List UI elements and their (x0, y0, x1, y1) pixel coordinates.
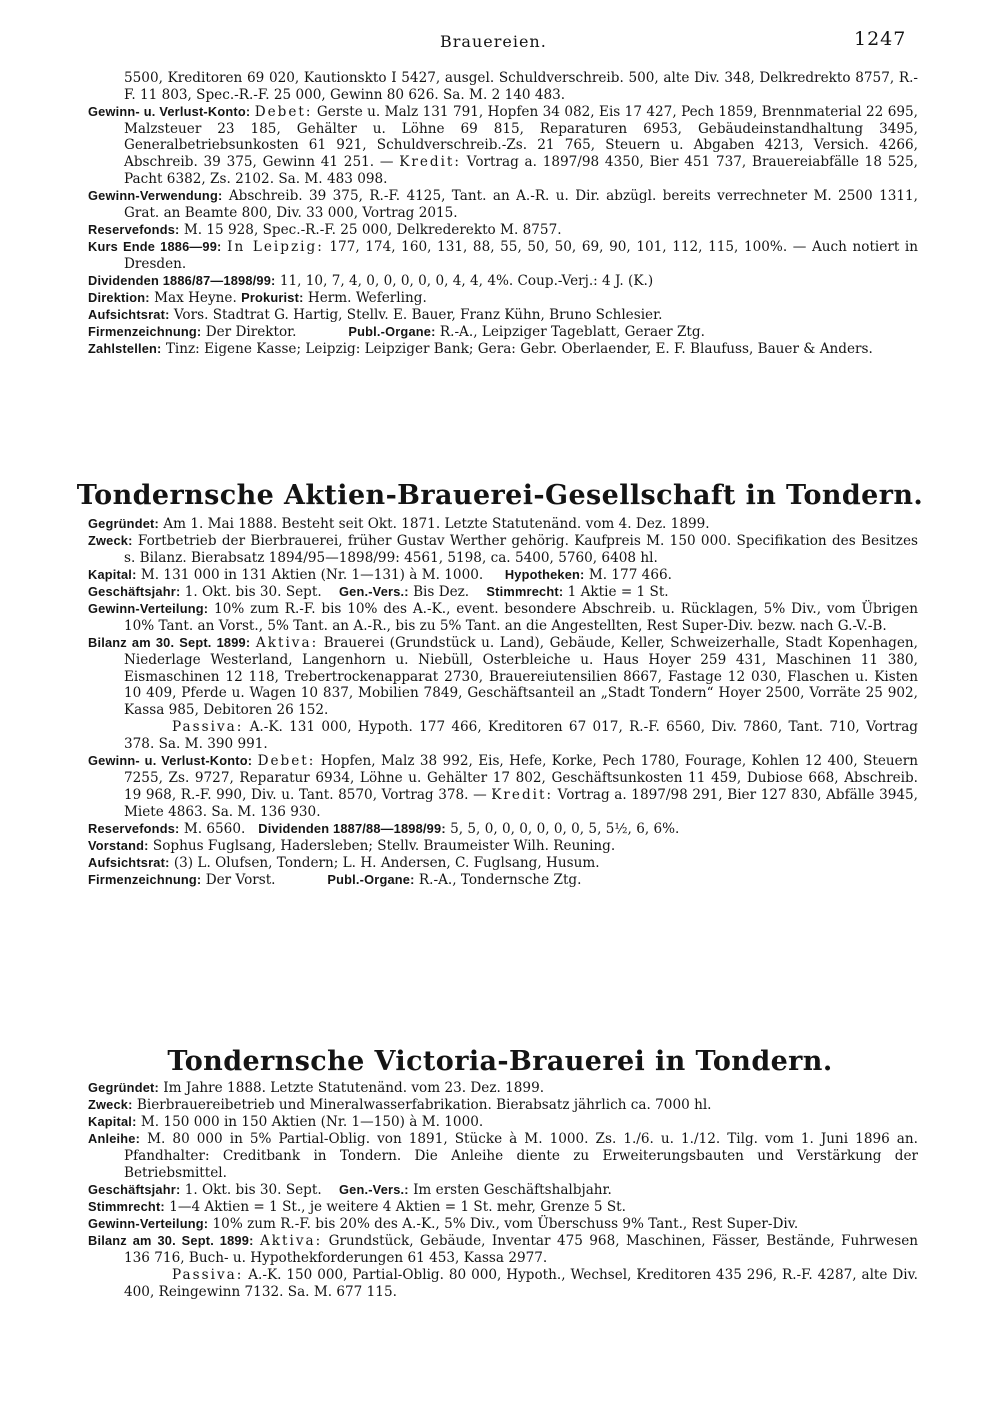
supervisory-board-label: Aufsichtsrat: (88, 854, 170, 870)
reserve-funds-text: M. 6560. (183, 820, 246, 837)
executive-board (88, 838, 918, 855)
capital-text: M. 150 000 in 150 Aktien (Nr. 1—150) à M. 1000. (140, 1114, 484, 1131)
price-history-place: In Leipzig: (227, 239, 324, 256)
capital-text: M. 131 000 in 131 Aktien (Nr. 1—131) à M. 1000. (140, 566, 484, 583)
capital-label: Kapital: (88, 566, 137, 582)
fiscal-year-text: 1. Okt. bis 30. Sept. (184, 1181, 322, 1198)
debet-label: Debet: (257, 753, 316, 770)
mortgages-text: M. 177 466. (588, 566, 672, 583)
signature-and-publications (88, 324, 918, 341)
dividends (88, 273, 918, 290)
management-label: Direktion: (88, 290, 150, 306)
dividends-text: 11, 10, 7, 4, 0, 0, 0, 0, 0, 4, 4, 4%. Coup.-Verj.: 4 J. (K.) (279, 273, 654, 290)
founded-label: Gegründet: (88, 516, 159, 531)
procurator-label: Prokurist: (241, 290, 304, 306)
reserve-funds-label: Reservefonds: (88, 820, 180, 836)
price-history (88, 239, 918, 273)
liabilities-label: Passiva: (172, 719, 244, 736)
supervisory-board-text: (3) L. Olufsen, Tondern; L. H. Andersen, C. Fuglsang, Husum. (173, 854, 600, 871)
price-history-label: Kurs Ende 1886—99: (88, 239, 222, 255)
liabilities-label: Passiva: (172, 1267, 244, 1284)
balance-continuation-text: 5500, Kreditoren 69 020, Kautionskto I 5427, ausgel. Schuldverschreib. 500, alte Div. 348, Delkredrekto 8757, R.-F. 11 803, Spec.-R.-F. 25 000, Gewinn 80 626. Sa. M. 2 140 483. (124, 70, 918, 103)
kredit-text: Vortrag a. 1897/98 4350, Bier 451 737, Brauereiabfälle 18 525, Pacht 6382, Zs. 2102. Sa. M. 483 098. (124, 154, 918, 188)
paying-agents (88, 341, 918, 358)
kredit-text: Vortrag a. 1897/98 291, Bier 127 830, Abfälle 3945, Miete 4863. Sa. M. 136 930. (124, 786, 918, 820)
balance-sheet-label: Bilanz am 30. Sept. 1899: (88, 1233, 254, 1249)
profit-use-text: Abschreib. 39 375, R.-F. 4125, Tant. an A.-R. u. Dir. abzügl. bereits verrechneter M. 2500 1311, Grat. an Beamte 800, Div. 33 000, Vortrag 2015. (124, 188, 918, 221)
dividends-label: Dividenden 1886/87—1898/99: (88, 273, 276, 289)
purpose-text: Bierbrauereibetrieb und Mineralwasserfabrikation. Bierabsatz jährlich ca. 7000 hl. (136, 1097, 712, 1114)
assets-label: Aktiva: (259, 1233, 323, 1250)
fiscal-year (88, 584, 918, 601)
dividends-text: 5, 5, 0, 0, 0, 0, 0, 0, 5, 5½, 6, 6%. (450, 820, 680, 837)
profit-loss-account (88, 104, 918, 188)
reserve-funds-text: M. 15 928, Spec.-R.-F. 25 000, Delkrederekto M. 8757. (183, 222, 562, 239)
balance-sheet-label: Bilanz am 30. Sept. 1899: (88, 635, 251, 651)
publications-text: R.-A., Tondernsche Ztg. (418, 872, 582, 888)
fiscal-year-label: Geschäftsjahr: (88, 584, 181, 600)
procurator-text: Herm. Weferling. (307, 290, 427, 307)
profit-loss-account (88, 753, 918, 820)
purpose (88, 1097, 918, 1114)
founded (88, 1080, 918, 1097)
purpose (88, 533, 918, 567)
voting-rights-label: Stimmrecht: (88, 1199, 165, 1215)
management (88, 290, 918, 307)
section-heading-victoria-brauerei: Tondernsche Victoria-Brauerei in Tondern. (167, 1046, 833, 1077)
running-header (0, 26, 1000, 56)
supervisory-board-label: Aufsichtsrat: (88, 307, 170, 323)
debet-text: Hopfen, Malz 38 992, Eis, Hefe, Korke, Pech 1780, Fourage, Kohlen 12 400, Steuern 7255, Zs. 9727, Reparatur 6934, Löhne u. Gehälter 17 802, Geschäftsunkosten 11 459, Dubiose 668, Abschreib. 19 968, R.-F. 990, Div. u. Tant. 8570, Vortrag 378. — (124, 753, 918, 803)
liabilities-text: A.-K. 131 000, Hypoth. 177 466, Kreditoren 67 017, R.-F. 6560, Div. 7860, Tant. 710, Vortrag 378. Sa. M. 390 991. (124, 719, 918, 753)
profit-distribution-label: Gewinn-Verteilung: (88, 1216, 209, 1232)
liabilities (88, 719, 918, 753)
purpose-text: Fortbetrieb der Bierbrauerei, früher Gustav Werther gehörig. Kaufpreis M. 150 000. Specifikation des Besitzes s. Bilanz. Bierabsatz 1894/95—1898/99: 4561, 5198, ca. 5400, 5760, 6408 hl. (124, 533, 918, 566)
publications-label: Publ.-Organe: (327, 872, 415, 887)
capital (88, 567, 918, 584)
general-meeting-text: Bis Dez. (413, 584, 470, 601)
profit-distribution-text: 10% zum R.-F. bis 10% des A.-K., event. besondere Abschreib. u. Rücklagen, 5% Div., vom Übrigen 10% Tant. an Vorst., 5% Tant. an A.-R., bis zu 5% Tant. an die Angestellten, Rest Super-Div. bezw. nach G.-V.-B. (124, 601, 918, 634)
profit-distribution-label: Gewinn-Verteilung: (88, 601, 209, 617)
voting-rights-text: 1 Aktie = 1 St. (567, 584, 669, 601)
publications-text: R.-A., Leipziger Tageblatt, Geraer Ztg. (439, 324, 705, 341)
fiscal-year-label: Geschäftsjahr: (88, 1181, 181, 1197)
founded-text: Am 1. Mai 1888. Besteht seit Okt. 1871. Letzte Statutenänd. vom 4. Dez. 1899. (163, 516, 710, 532)
balance-continuation (88, 70, 918, 104)
mortgages-label: Hypotheken: (504, 566, 585, 582)
capital (88, 1114, 918, 1131)
supervisory-board-text: Vors. Stadtrat G. Hartig, Stellv. E. Bauer, Franz Kühn, Bruno Schlesier. (173, 307, 663, 324)
signature-text: Der Direktor. (205, 324, 297, 341)
general-meeting-label: Gen.-Vers.: (338, 1181, 409, 1197)
profit-use (88, 188, 918, 222)
voting-rights-label: Stimmrecht: (486, 584, 564, 600)
bond-issue (88, 1131, 918, 1181)
reserve-funds (88, 222, 918, 239)
kredit-label: Kredit: (491, 786, 554, 803)
reserve-and-dividends (88, 821, 918, 838)
paying-agents-text: Tinz: Eigene Kasse; Leipzig: Leipziger Bank; Gera: Gebr. Oberlaender, E. F. Blaufuss, Bauer & Anders. (165, 341, 873, 358)
kredit-label: Kredit: (399, 154, 461, 171)
liabilities-text: A.-K. 150 000, Partial-Oblig. 80 000, Hypoth., Wechsel, Kreditoren 435 296, R.-F. 4287, alte Div. 400, Reingewinn 7132. Sa. M. 677 115. (124, 1267, 918, 1300)
capital-label: Kapital: (88, 1114, 137, 1130)
continued-entry (88, 70, 918, 359)
debet-text: Gerste u. Malz 131 791, Hopfen 34 082, Eis 17 427, Pech 1859, Brennmaterial 22 695, Malzsteuer 23 185, Gehälter u. Löhne 69 815, Reparaturen 6953, Gebäudeinstandhaltung 3495, Generalbetriebsunkosten 61 921, Schuldverschreib.-Zs. 21 765, Steuern u. Abgaben 4213, Versich. 4266, Abschreib. 39 375, Gewinn 41 251. — (124, 103, 918, 171)
balance-sheet (88, 1233, 918, 1267)
entry-victoria-brauerei (88, 1080, 918, 1301)
price-history-text: 177, 174, 160, 131, 88, 55, 50, 50, 69, 90, 101, 112, 115, 100%. — Auch notiert in Dresden. (124, 239, 918, 272)
voting-rights (88, 1199, 918, 1216)
voting-rights-text: 1—4 Aktien = 1 St., je weitere 4 Aktien = 1 St. mehr, Grenze 5 St. (169, 1199, 626, 1216)
assets-label: Aktiva: (255, 635, 319, 652)
general-meeting-label: Gen.-Vers.: (338, 584, 409, 600)
purpose-label: Zweck: (88, 533, 133, 549)
paying-agents-label: Zahlstellen: (88, 341, 162, 357)
section-heading-aktien-brauerei: Tondernsche Aktien-Brauerei-Gesellschaft in Tondern. (76, 480, 924, 511)
balance-sheet (88, 635, 918, 719)
bond-issue-text: M. 80 000 in 5% Partial-Oblig. von 1891, Stücke à M. 1000. Zs. 1./6. u. 1./12. Tilg. vom 1. Juni 1896 an. Pfandhalter: Creditbank in Tondern. Die Anleihe diente zu Erweiterungsbauten und Verstärkung der Betriebsmittel. (124, 1131, 918, 1181)
profit-use-label: Gewinn-Verwendung: (88, 188, 223, 204)
assets-text: Grundstück, Gebäude, Inventar 475 968, Maschinen, Fässer, Bestände, Fuhrwesen 136 716, Buch- u. Hypothekforderungen 61 453, Kassa 2977. (124, 1233, 918, 1267)
signature-label: Firmenzeichnung: (88, 872, 202, 887)
reserve-funds-label: Reservefonds: (88, 222, 180, 238)
supervisory-board (88, 307, 918, 324)
supervisory-board (88, 855, 918, 872)
management-text: Max Heyne. (154, 290, 237, 307)
founded (88, 516, 918, 533)
profit-distribution-text: 10% zum R.-F. bis 20% des A.-K., 5% Div., vom Überschuss 9% Tant., Rest Super-Div. (212, 1216, 799, 1233)
debet-label: Debet: (254, 103, 313, 120)
dividends-label: Dividenden 1887/88—1898/99: (258, 820, 446, 836)
entry-aktien-brauerei (88, 516, 918, 889)
founded-label: Gegründet: (88, 1080, 159, 1095)
fiscal-year-text: 1. Okt. bis 30. Sept. (184, 584, 322, 601)
liabilities (88, 1267, 918, 1301)
purpose-label: Zweck: (88, 1097, 133, 1113)
general-meeting-text: Im ersten Geschäftshalbjahr. (413, 1181, 612, 1198)
signature-label: Firmenzeichnung: (88, 324, 202, 340)
header-section-title: Brauereien. (440, 32, 547, 51)
executive-board-text: Sophus Fuglsang, Hadersleben; Stellv. Braumeister Wilh. Reuning. (152, 837, 616, 854)
fiscal-year (88, 1182, 918, 1199)
signature-text: Der Vorst. (205, 872, 276, 888)
founded-text: Im Jahre 1888. Letzte Statutenänd. vom 23. Dez. 1899. (163, 1080, 545, 1096)
profit-loss-label: Gewinn- u. Verlust-Konto: (88, 103, 251, 119)
publications-label: Publ.-Organe: (348, 324, 436, 340)
profit-distribution (88, 1216, 918, 1233)
signature-and-publications (88, 872, 918, 889)
executive-board-label: Vorstand: (88, 837, 149, 853)
assets-text: Brauerei (Grundstück u. Land), Gebäude, Keller, Schweizerhalle, Stadt Kopenhagen, Niederlage Westerland, Langenhorn u. Niebüll, Osterbleiche u. Haus Hoyer 259 431, Maschinen 11 380, Eismaschinen 12 118, Trebertrockenapparat 2730, Brauereiutensilien 8667, Fastage 12 030, Flaschen u. Kisten 10 409, Pferde u. Wagen 10 837, Mobilien 7849, Geschäftsanteil an „Stadt Tondern“ Hoyer 2500, Vorräte 25 902, Kassa 985, Debitoren 26 152. (124, 635, 918, 719)
page-number: 1247 (854, 28, 907, 50)
bond-issue-label: Anleihe: (88, 1131, 141, 1147)
profit-loss-label: Gewinn- u. Verlust-Konto: (88, 753, 253, 769)
profit-distribution (88, 601, 918, 635)
